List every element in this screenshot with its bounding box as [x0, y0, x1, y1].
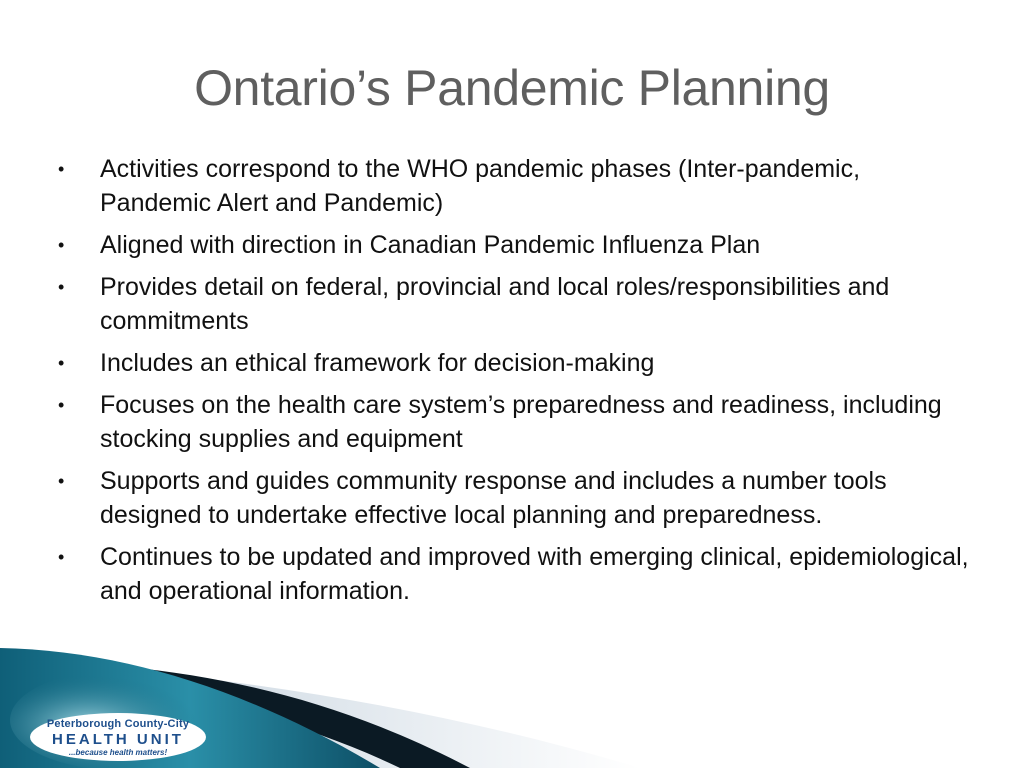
logo-tagline: ...because health matters!	[68, 748, 168, 757]
bullet-text: Includes an ethical framework for decision-making	[100, 349, 655, 377]
bullet-marker: •	[58, 353, 65, 373]
logo-line1: Peterborough County-City	[46, 718, 190, 730]
bullet-text: Activities correspond to the WHO pandemic phases (Inter-pandemic, Pandemic Alert and Pandemic)	[100, 155, 861, 217]
bullet-text: Continues to be updated and improved with emerging clinical, epidemiological, and operational information.	[100, 543, 969, 605]
health-unit-logo	[30, 713, 206, 761]
bullet-marker: •	[58, 471, 65, 491]
bullet-marker: •	[58, 235, 65, 255]
bullet-text: Aligned with direction in Canadian Pandemic Influenza Plan	[100, 231, 761, 259]
bullet-text: Focuses on the health care system’s preparedness and readiness, including stocking supplies and equipment	[100, 391, 942, 453]
bullet-marker: •	[58, 547, 65, 567]
bullet-text: Provides detail on federal, provincial and local roles/responsibilities and commitments	[100, 273, 890, 335]
bullet-text: Supports and guides community response and includes a number tools designed to undertake effective local planning and preparedness.	[100, 467, 887, 529]
slide-title: Ontario’s Pandemic Planning	[194, 60, 830, 116]
bullet-marker: •	[58, 277, 65, 297]
bullet-marker: •	[58, 159, 65, 179]
bullet-marker: •	[58, 395, 65, 415]
logo-line2: HEALTH UNIT	[52, 731, 184, 748]
